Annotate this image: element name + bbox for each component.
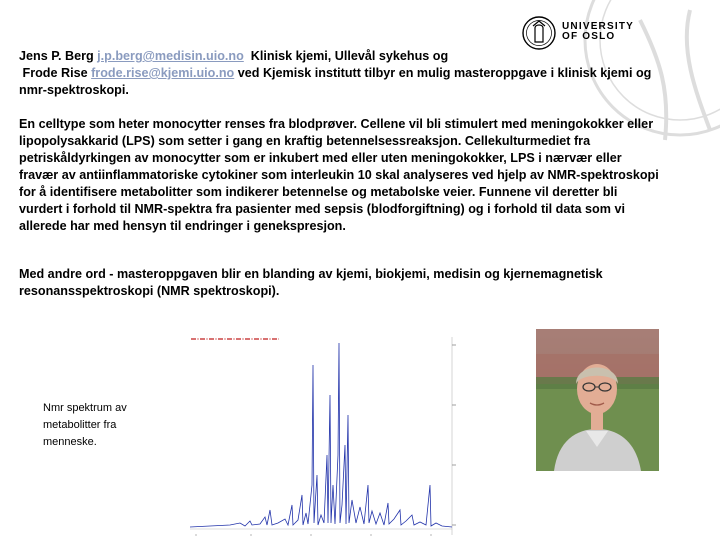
university-name: UNIVERSITY OF OSLO bbox=[562, 21, 635, 42]
portrait-photo bbox=[536, 329, 659, 471]
summary-paragraph: Med andre ord - masteroppgaven blir en blanding av kjemi, biokjemi, medisin og kjernemagnetisk resonansspektroskopi (NMR spektroskopi). bbox=[19, 267, 603, 298]
university-seal-icon bbox=[522, 14, 556, 52]
intro-rest: ved Kjemisk institutt tilbyr en mulig masteroppgave i klinisk kjemi og nmr-spektroskopi. bbox=[19, 66, 652, 97]
intro-paragraph bbox=[19, 48, 659, 99]
author2-name: Frode Rise bbox=[22, 66, 88, 80]
body-paragraph: En celltype som heter monocytter renses fra blodprøver. Cellene vil bli stimulert med meningokokker eller lipopolysakkarid (LPS) som setter i gang en kraftig betennelsessreaksjon. Cellekulturmediet fra petriskåldyrkingen av monocytter som er inkubert med eller uten meningokokker, LPS i nærvær eller fravær av antiinflammatoriske cytokiner som interleukin 10 skal analyseres ved hjelp av NMR-spektroskopi for å identifisere metabolitter som indikerer betennelse og metabolske veier. Funnene vil deretter bli vurdert i forhold til NMR-spektra fra pasienter med sepsis (blodforgiftning) og i forhold til data som vi allerede har med hensyn til endringer i genekspresjon. bbox=[19, 117, 659, 233]
author2-email-link[interactable]: frode.rise@kjemi.uio.no bbox=[91, 66, 235, 80]
spectrum-caption: Nmr spektrum av metabolitter fra menneske. bbox=[43, 402, 127, 448]
nmr-spectrum-image bbox=[190, 335, 460, 540]
author1-email-link[interactable]: j.p.berg@medisin.uio.no bbox=[97, 49, 244, 63]
author1-affiliation: Klinisk kjemi, Ullevål sykehus og bbox=[250, 49, 449, 63]
author1-name: Jens P. Berg bbox=[19, 49, 94, 63]
